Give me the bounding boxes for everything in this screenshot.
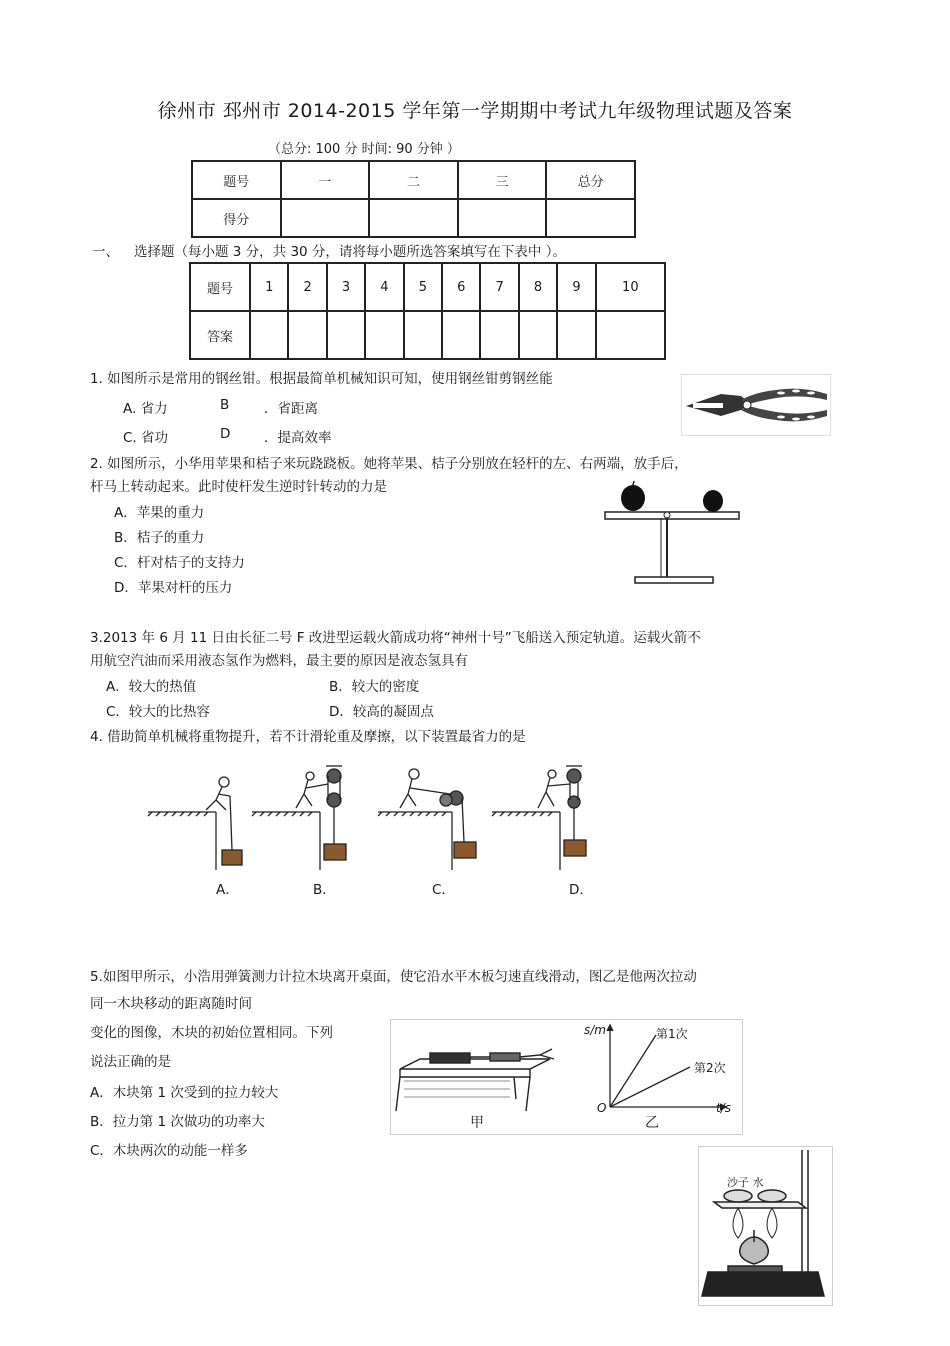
q2-option-b: B．桔子的重力 [114, 530, 205, 546]
q2-option-a: A．苹果的重力 [114, 505, 205, 521]
answer-row-label: 答案 [190, 311, 250, 359]
answer-number: 6 [442, 263, 480, 311]
q5-option-c: C．木块两次的动能一样多 [90, 1143, 248, 1159]
section-number: 一、 [92, 244, 119, 260]
pulley-figures [146, 764, 616, 874]
score-cell[interactable] [546, 199, 635, 237]
answer-cell[interactable] [480, 311, 518, 359]
q3-line1: 3.2013 年 6 月 11 日由长征二号 F 改进型运载火箭成功将“神州十号”飞船送入预定轨道。运载火箭不 [90, 630, 701, 646]
q1-option-c: C. 省功 [123, 430, 169, 446]
score-header: 二 [369, 161, 458, 199]
score-header: 题号 [192, 161, 281, 199]
answer-number: 3 [327, 263, 365, 311]
q2-line2: 杆马上转动起来。此时使杆发生逆时针转动的力是 [90, 479, 387, 495]
q2-option-c: C．杆对桔子的支持力 [114, 555, 245, 571]
score-cell[interactable] [281, 199, 370, 237]
q2-line1: 2. 如图所示，小华用苹果和桔子来玩跷跷板。她将苹果、桔子分别放在轻杆的左、右两端，放手后， [90, 456, 688, 472]
answer-header-label: 题号 [190, 263, 250, 311]
q5-origin: O [597, 1101, 607, 1115]
answer-cell[interactable] [250, 311, 288, 359]
heating-label: 沙子 水 [727, 1176, 764, 1189]
answer-cell[interactable] [365, 311, 403, 359]
q5-line1: 5.如图甲所示，小浩用弹簧测力计拉木块离开桌面，使它沿水平木板匀速直线滑动，图乙是他两次拉动 [90, 969, 697, 985]
line-second-run [610, 1067, 690, 1107]
score-row-label: 得分 [192, 199, 281, 237]
q5-option-a: A．木块第 1 次受到的拉力较大 [90, 1085, 279, 1101]
q3-option-d: D．较高的凝固点 [329, 704, 434, 720]
q5-fig-jia: 甲 [470, 1115, 484, 1131]
q3-option-c: C．较大的比热容 [106, 704, 210, 720]
score-cell[interactable] [369, 199, 458, 237]
q5-label-second: 第2次 [694, 1061, 726, 1075]
q5-label-first: 第1次 [656, 1027, 688, 1041]
q5-fig-yi: 乙 [645, 1115, 659, 1131]
q5-axis-t: t/s [716, 1101, 731, 1115]
answer-cell[interactable] [404, 311, 442, 359]
q5-line2: 同一木块移动的距离随时间 [90, 996, 252, 1012]
q1-option-d-letter: D [220, 426, 231, 442]
q5-line4: 说法正确的是 [90, 1054, 171, 1070]
score-header: 总分 [546, 161, 635, 199]
answer-cell[interactable] [519, 311, 557, 359]
answer-number: 4 [365, 263, 403, 311]
answer-number: 7 [480, 263, 518, 311]
answer-number: 2 [288, 263, 326, 311]
answer-cell[interactable] [557, 311, 595, 359]
exam-info: （总分: 100 分 时间: 90 分钟 ） [268, 142, 460, 157]
q4-label-c: C． [432, 882, 455, 898]
q1-option-d: ．提高效率 [264, 430, 332, 446]
q2-option-d: D．苹果对杆的压力 [114, 580, 233, 596]
q4-text: 4. 借助简单机械将重物提升，若不计滑轮重及摩擦，以下装置最省力的是 [90, 729, 526, 745]
q3-option-b: B．较大的密度 [329, 679, 420, 695]
answer-number: 8 [519, 263, 557, 311]
answer-cell[interactable] [442, 311, 480, 359]
q5-option-b: B．拉力第 1 次做功的功率大 [90, 1114, 265, 1130]
q3-line2: 用航空汽油而采用液态氢作为燃料，最主要的原因是液态氢具有 [90, 653, 468, 669]
q1-option-b-letter: B [220, 397, 230, 413]
seesaw-figure [601, 477, 744, 587]
q5-axis-s: s/m [584, 1023, 606, 1037]
answer-number: 9 [557, 263, 595, 311]
q4-label-a: A． [216, 882, 239, 898]
score-header: 三 [458, 161, 547, 199]
answer-number: 1 [250, 263, 288, 311]
q1-text: 1. 如图所示是常用的钢丝钳。根据最简单机械知识可知，使用钢丝钳剪钢丝能 [90, 371, 553, 387]
q1-option-a: A. 省力 [123, 401, 168, 417]
score-table [191, 160, 636, 238]
q1-option-b: ．省距离 [264, 401, 318, 417]
q5-figure [390, 1019, 743, 1135]
answer-number: 5 [404, 263, 442, 311]
section-heading: 选择题（每小题 3 分，共 30 分，请将每小题所选答案填写在下表中 ）。 [134, 244, 566, 260]
answer-cell[interactable] [327, 311, 365, 359]
q4-label-d: D． [569, 882, 593, 898]
pliers-figure [681, 374, 831, 436]
answer-cell[interactable] [288, 311, 326, 359]
score-cell[interactable] [458, 199, 547, 237]
q3-option-a: A．较大的热值 [106, 679, 197, 695]
answer-number: 10 [596, 263, 665, 311]
score-header: 一 [281, 161, 370, 199]
heating-apparatus-figure [698, 1146, 833, 1306]
q4-label-b: B． [313, 882, 336, 898]
page-title: 徐州市 邳州市 2014-2015 学年第一学期期中考试九年级物理试题及答案 [157, 100, 793, 122]
answer-table [189, 262, 666, 360]
answer-cell[interactable] [596, 311, 665, 359]
q5-line3: 变化的图像，木块的初始位置相同。下列 [90, 1025, 333, 1041]
